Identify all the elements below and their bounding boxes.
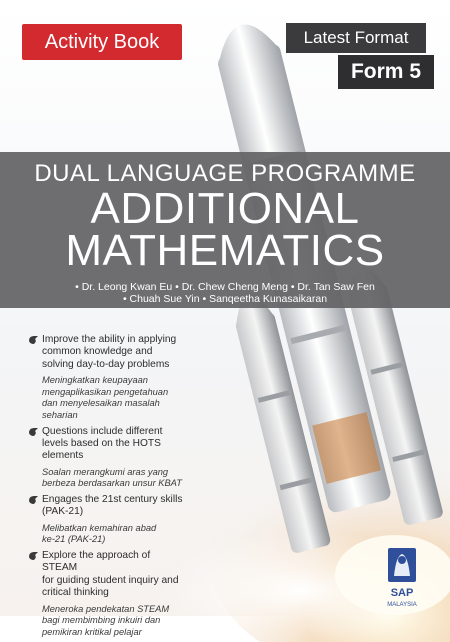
feature-line: dan menyelesaikan masalah	[42, 398, 160, 409]
feature-item	[28, 494, 188, 546]
feature-line: Questions include different	[42, 425, 163, 437]
feature-line: bagi membimbing inkuiri dan	[42, 615, 161, 626]
feature-line: solving day-to-day problems	[42, 358, 170, 370]
feature-item	[28, 550, 188, 638]
feature-line: Engages the 21st century skills	[42, 494, 183, 505]
bullet-icon	[28, 335, 39, 345]
authors-line-2: • Chuah Sue Yin • Sanqeetha Kunasaikaran	[122, 293, 328, 305]
feature-line: critical thinking	[42, 587, 109, 599]
book-title-line-1: ADDITIONAL	[90, 184, 360, 233]
feature-line: Meneroka pendekatan STEAM	[42, 603, 170, 614]
feature-text-ms	[42, 604, 188, 639]
feature-list	[28, 334, 188, 642]
feature-text-en	[42, 426, 188, 463]
bullet-icon	[28, 427, 39, 437]
feature-line: (PAK-21)	[42, 506, 84, 518]
feature-line: Meningkatkan keupayaan	[42, 375, 148, 386]
feature-item	[28, 426, 188, 490]
feature-line: for guiding student inquiry and	[42, 574, 179, 586]
feature-text-ms	[42, 375, 188, 421]
latest-format-badge: Latest Format	[286, 23, 426, 53]
bullet-icon	[28, 551, 39, 561]
feature-line: berbeza berdasarkan unsur KBAT	[42, 478, 182, 489]
svg-text:SAP: SAP	[390, 587, 414, 599]
feature-line: ke-21 (PAK-21)	[42, 534, 106, 545]
programme-label: DUAL LANGUAGE PROGRAMME	[34, 160, 416, 187]
book-title-line-2: MATHEMATICS	[65, 226, 385, 275]
feature-line: mengaplikasikan pengetahuan	[42, 386, 169, 397]
svg-text:MALAYSIA: MALAYSIA	[387, 602, 417, 608]
feature-line: pemikiran kritikal pelajar	[42, 626, 142, 637]
activity-book-badge: Activity Book	[22, 24, 182, 60]
feature-line: Soalan merangkumi aras yang	[42, 466, 169, 477]
feature-line: elements	[42, 450, 84, 462]
feature-line: levels based on the HOTS	[42, 438, 161, 449]
publisher-logo	[382, 546, 422, 610]
feature-line: Explore the approach of STEAM	[42, 550, 151, 574]
feature-line: Melibatkan kemahiran abad	[42, 522, 157, 533]
feature-item	[28, 334, 188, 422]
feature-text-ms	[42, 523, 188, 546]
form-level-badge: Form 5	[338, 55, 434, 89]
feature-text-en	[42, 550, 188, 600]
feature-line: Improve the ability in applying	[42, 334, 177, 345]
feature-text-en	[42, 334, 188, 371]
feature-line: common knowledge and	[42, 346, 153, 358]
authors-line-1: • Dr. Leong Kwan Eu • Dr. Chew Cheng Meng • Dr. Tan Saw Fen	[75, 281, 375, 293]
feature-line: seharian	[42, 410, 78, 420]
feature-text-ms	[42, 467, 188, 490]
bullet-icon	[28, 495, 39, 505]
feature-text-en	[42, 494, 188, 519]
